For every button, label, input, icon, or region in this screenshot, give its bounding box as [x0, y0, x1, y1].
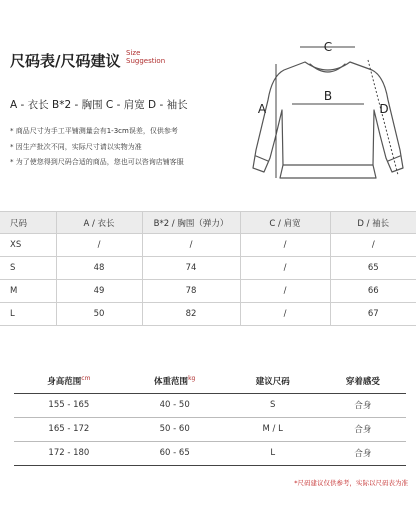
note-item: * 为了使您得到尺码合适的商品，您也可以咨询店铺客服 — [10, 158, 184, 166]
size-cell: 49 — [56, 280, 142, 303]
table-row — [14, 393, 406, 417]
size-cell: / — [240, 234, 330, 257]
size-table — [0, 211, 416, 326]
rec-cell: 合身 — [320, 441, 406, 465]
label-c: C — [323, 40, 333, 54]
rec-header-label: 体重范围 — [154, 377, 189, 388]
rec-table-header-row — [14, 370, 406, 393]
rec-cell: 合身 — [320, 417, 406, 441]
note-item: * 商品尺寸为手工平铺测量会有1-3cm误差，仅供参考 — [10, 127, 178, 135]
label-a: A — [257, 102, 267, 116]
rec-cell: L — [226, 441, 320, 465]
table-row — [0, 234, 416, 257]
rec-col-header-fit: 穿着感受 — [320, 370, 406, 393]
sweatshirt-diagram — [0, 0, 416, 205]
measurement-legend: A - 衣长 B*2 - 胸围 C - 肩宽 D - 袖长 — [10, 99, 188, 111]
size-cell: 67 — [330, 303, 416, 326]
size-cell: 82 — [142, 303, 240, 326]
rec-cell: 155 - 165 — [14, 393, 124, 417]
rec-cell: 50 - 60 — [124, 417, 226, 441]
label-b: B — [323, 89, 333, 103]
size-cell: 74 — [142, 257, 240, 280]
subtitle-line-2: Suggestion — [126, 57, 166, 65]
rec-col-header-weight — [124, 370, 226, 393]
label-d: D — [379, 102, 389, 116]
size-col-header: B*2 / 胸围（弹力） — [142, 212, 240, 234]
size-col-header: D / 袖长 — [330, 212, 416, 234]
size-cell: / — [240, 257, 330, 280]
size-cell: 48 — [56, 257, 142, 280]
subtitle-line-1: Size — [126, 49, 141, 57]
size-col-header: 尺码 — [0, 212, 56, 234]
size-cell: L — [0, 303, 56, 326]
recommendation-table — [14, 370, 406, 466]
size-cell: 65 — [330, 257, 416, 280]
table-row — [0, 280, 416, 303]
size-cell: / — [330, 234, 416, 257]
rec-col-header-height — [14, 370, 124, 393]
page-title: 尺码表/尺码建议 — [10, 52, 121, 70]
table-row — [0, 257, 416, 280]
size-cell: / — [240, 280, 330, 303]
size-table-header-row — [0, 212, 416, 234]
height-unit: cm — [81, 375, 91, 383]
rec-cell: 60 - 65 — [124, 441, 226, 465]
table-row — [14, 417, 406, 441]
size-col-header: A / 衣长 — [56, 212, 142, 234]
rec-cell: 合身 — [320, 393, 406, 417]
left-cuff-line — [256, 156, 268, 161]
rec-cell: M / L — [226, 417, 320, 441]
size-cell: 66 — [330, 280, 416, 303]
arrow-d — [368, 60, 398, 175]
weight-unit: kg — [188, 375, 196, 383]
size-cell: 50 — [56, 303, 142, 326]
rec-cell: 165 - 172 — [14, 417, 124, 441]
size-col-header: C / 肩宽 — [240, 212, 330, 234]
rec-cell: 40 - 50 — [124, 393, 226, 417]
size-cell: / — [240, 303, 330, 326]
rec-col-header-size: 建议尺码 — [226, 370, 320, 393]
collar-line — [310, 64, 345, 72]
rec-cell: S — [226, 393, 320, 417]
size-footnote: *尺码建议仅供参考，实际以尺码表为准 — [294, 479, 408, 487]
table-row — [0, 303, 416, 326]
size-cell: / — [142, 234, 240, 257]
size-cell: / — [56, 234, 142, 257]
rec-header-label: 身高范围 — [47, 377, 82, 388]
size-cell: 78 — [142, 280, 240, 303]
note-item: * 因生产批次不同，实际尺寸请以实物为准 — [10, 142, 142, 151]
size-cell: XS — [0, 234, 56, 257]
table-row — [14, 441, 406, 465]
size-cell: S — [0, 257, 56, 280]
size-cell: M — [0, 280, 56, 303]
rec-cell: 172 - 180 — [14, 441, 124, 465]
